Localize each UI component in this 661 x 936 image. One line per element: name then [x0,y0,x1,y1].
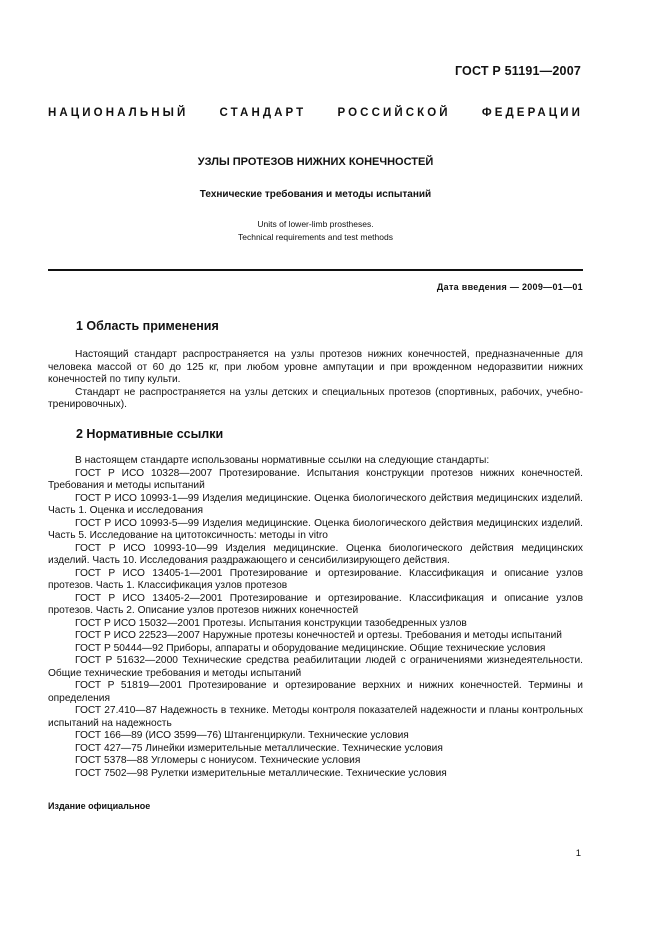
reference-item: ГОСТ Р ИСО 10993-1—99 Изделия медицинские. Оценка биологического действия медицинских изделий. Часть 1. Оценка и исследования [48,492,583,516]
reference-item: ГОСТ Р ИСО 15032—2001 Протезы. Испытания конструкции тазобедренных узлов [75,617,467,629]
document-title: УЗЛЫ ПРОТЕЗОВ НИЖНИХ КОНЕЧНОСТЕЙ [197,156,434,168]
banner-word: СТАНДАРТ [219,107,307,119]
reference-item: ГОСТ 427—75 Линейки измерительные металлические. Технические условия [75,742,443,754]
english-title-line: Technical requirements and test methods [238,231,393,242]
section-1-body [48,349,583,412]
gost-number: ГОСТ Р 51191—2007 [454,64,581,78]
reference-item: ГОСТ Р 51632—2000 Технические средства реабилитации людей с ограничениями жизнедеятельности. Общие технические требования и методы испытаний [48,655,583,679]
page-number: 1 [575,848,581,859]
reference-item: ГОСТ 27.410—87 Надежность в технике. Методы контроля показателей надежности и планы контрольных испытаний на надежность [48,705,583,729]
reference-item: ГОСТ Р 50444—92 Приборы, аппараты и оборудование медицинские. Общие технические условия [75,642,546,654]
reference-item: ГОСТ Р ИСО 10328—2007 Протезирование. Испытания конструкции протезов нижних конечностей. Требования и методы испытаний [48,467,583,491]
reference-item: ГОСТ Р ИСО 13405-2—2001 Протезирование и ортезирование. Классификация и описание узлов протезов. Часть 2. Описание узлов протезов нижних конечностей [48,592,583,616]
title-divider [48,269,583,271]
english-title [48,218,583,243]
document-subtitle: Технические требования и методы испытаний [199,189,432,200]
banner-word: НАЦИОНАЛЬНЫЙ [48,107,189,119]
reference-item: ГОСТ Р ИСО 13405-1—2001 Протезирование и ортезирование. Классификация и описание узлов протезов. Часть 1. Классификация узлов протезов [48,567,583,591]
national-standard-banner [48,107,583,119]
reference-item: ГОСТ Р 51819—2001 Протезирование и ортезирование верхних и нижних конечностей. Термины и определения [48,680,583,704]
paragraph: Стандарт не распространяется на узлы детских и специальных протезов (спортивных, рабочих, учебно-тренировочных). [48,386,583,410]
english-title-line: Units of lower-limb prostheses. [257,219,374,229]
reference-item: ГОСТ 7502—98 Рулетки измерительные металлические. Технические условия [75,767,447,779]
reference-item: ГОСТ Р ИСО 10993-10—99 Изделия медицинские. Оценка биологического действия медицинских изделий. Часть 10. Исследования раздражающего и сенсибилизирующего действия. [48,542,583,566]
introduction-date: Дата введения — 2009—01—01 [436,282,583,292]
section-1-heading: 1 Область применения [76,319,219,333]
official-edition-label: Издание официальное [48,801,151,811]
paragraph: Настоящий стандарт распространяется на узлы протезов нижних конечностей, предназначенные для человека массой от 60 до 125 кг, при любом уровне ампутации и при врожденном недоразвитии нижних конечностей по типу культи. [48,349,583,385]
paragraph: В настоящем стандарте использованы нормативные ссылки на следующие стандарты: [75,455,490,466]
banner-word: РОССИЙСКОЙ [337,107,451,119]
section-2-heading: 2 Нормативные ссылки [76,427,224,441]
reference-item: ГОСТ 5378—88 Угломеры с нониусом. Технические условия [75,755,361,766]
reference-item: ГОСТ Р ИСО 22523—2007 Наружные протезы конечностей и ортезы. Требования и методы испытаний [75,630,562,641]
section-2-body [48,455,583,780]
reference-item: ГОСТ Р ИСО 10993-5—99 Изделия медицинские. Оценка биологического действия медицинских изделий. Часть 5. Исследование на цитотоксичность: методы in vitro [48,517,583,541]
reference-item: ГОСТ 166—89 (ИСО 3599—76) Штангенциркули. Технические условия [75,730,409,741]
banner-word: ФЕДЕРАЦИИ [481,107,583,119]
